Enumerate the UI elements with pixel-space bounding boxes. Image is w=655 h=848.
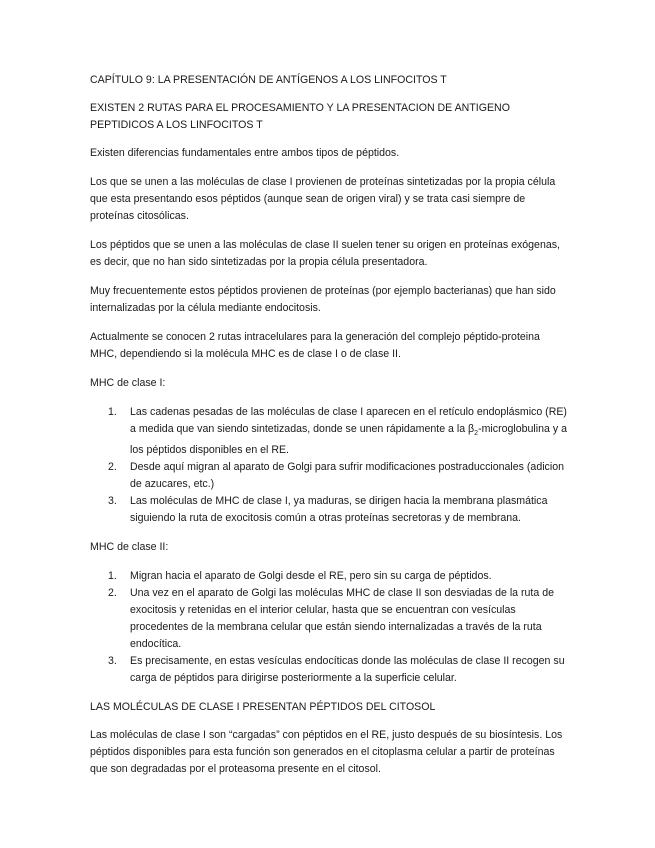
paragraph-endocytosis: Muy frecuentemente estos péptidos provienen de proteínas (por ejemplo bacterianas) que han sido internalizadas por la célula mediante endocitosis.	[90, 285, 556, 314]
list-number: 2.	[108, 587, 117, 600]
mhc-class-ii-list	[90, 568, 568, 687]
list-item-text: Migran hacia el aparato de Golgi desde el RE, pero sin su carga de péptidos.	[130, 570, 492, 583]
subscript: 2	[474, 430, 479, 438]
list-item	[90, 459, 568, 493]
list-number: 3.	[108, 495, 117, 508]
list-item	[90, 493, 568, 527]
list-item-text: Una vez en el aparato de Golgi las moléculas MHC de clase II son desviadas de la ruta de exocitosis y retenidas en el interior celular, hasta que se encuentran con vesículas procedentes de la membrana celular que están siendo internalizadas a través de la ruta endocítica.	[130, 587, 554, 651]
list-item-text: Las moléculas de MHC de clase I, ya maduras, se dirigen hacia la membrana plasmática siguiendo la ruta de exocitosis común a otras proteínas secretoras y de membrana.	[130, 495, 548, 525]
section-title: EXISTEN 2 RUTAS PARA EL PROCESAMIENTO Y LA PRESENTACION DE ANTIGENO PEPTIDICOS A LOS LINFOCITOS T	[90, 102, 510, 131]
paragraph-intro: Existen diferencias fundamentales entre ambos tipos de péptidos.	[90, 147, 400, 159]
paragraph-class-ii-origin: Los péptidos que se unen a las moléculas de clase II suelen tener su origen en proteínas exógenas, es decir, que no han sido sintetizadas por la propia célula presentadora.	[90, 239, 560, 268]
document-page	[90, 72, 568, 790]
mhc-class-ii-label: MHC de clase II:	[90, 541, 169, 554]
paragraph-class-i-loading: Las moléculas de clase I son “cargadas” con péptidos en el RE, justo después de su biosíntesis. Los péptidos disponibles para esta función son generados en el citoplasma celular a partir de proteínas que son degradadas por el proteasoma presente en el citosol.	[90, 729, 563, 776]
list-item-text: Es precisamente, en estas vesículas endocíticas donde las moléculas de clase II recogen su carga de péptidos para dirigirse posteriormente a la superficie celular.	[130, 655, 565, 685]
section-2-title: LAS MOLÉCULAS DE CLASE I PRESENTAN PÉPTIDOS DEL CITOSOL	[90, 701, 436, 714]
list-item	[90, 585, 568, 653]
mhc-class-i-list	[90, 404, 568, 527]
list-item-text: Desde aquí migran al aparato de Golgi para sufrir modificaciones postraduccionales (adicion de azucares, etc.)	[130, 461, 564, 491]
paragraph-two-routes: Actualmente se conocen 2 rutas intracelulares para la generación del complejo péptido-proteina MHC, dependiendo si la molécula MHC es de clase I o de clase II.	[90, 331, 540, 360]
paragraph-class-i-origin: Los que se unen a las moléculas de clase I provienen de proteínas sintetizadas por la propia célula que esta presentando esos péptidos (aunque sean de origen viral) y se trata casi siempre de proteínas citosólicas.	[90, 176, 556, 222]
list-item-text: Las cadenas pesadas de las moléculas de clase I aparecen en el retículo endoplásmico (RE) a medida que van siendo sintetizadas, donde se unen rápidamente a la $\beta_2$-microglobulina y a los péptidos disponibles en el RE.	[130, 406, 567, 457]
chapter-title: CAPÍTULO 9: LA PRESENTACIÓN DE ANTÍGENOS A LOS LINFOCITOS T	[90, 74, 447, 86]
mhc-class-i-label: MHC de clase I:	[90, 377, 166, 389]
list-number: 2.	[108, 461, 117, 474]
list-item	[90, 568, 568, 585]
list-item	[90, 653, 568, 687]
list-number: 1.	[108, 570, 117, 583]
list-item	[90, 404, 568, 459]
list-number: 3.	[108, 655, 117, 668]
list-number: 1.	[108, 406, 117, 418]
